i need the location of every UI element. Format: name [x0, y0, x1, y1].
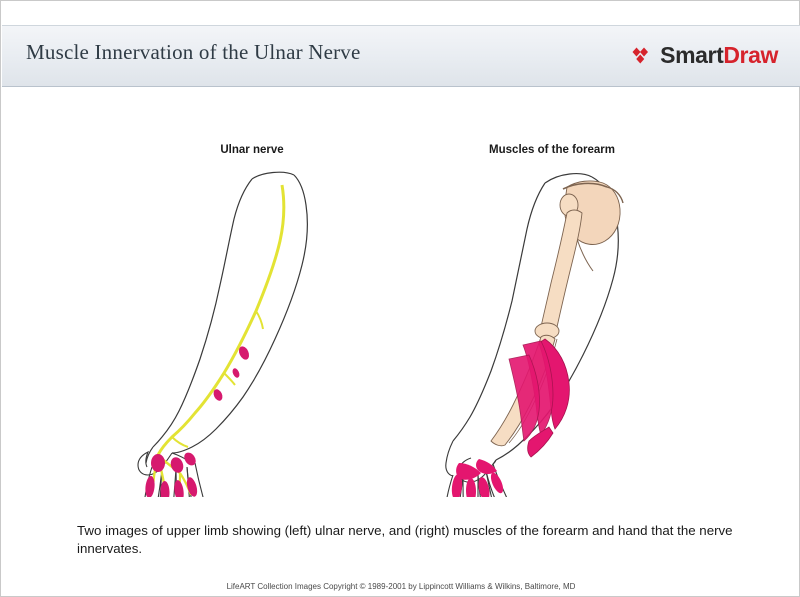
forearm-muscles-illustration: [417, 167, 687, 497]
logo-text-smart: Smart: [660, 42, 724, 68]
page-title: Muscle Innervation of the Ulnar Nerve: [26, 40, 361, 64]
logo-text: [660, 42, 778, 69]
logo-text-draw: Draw: [723, 42, 778, 68]
ulnar-nerve-illustration: [132, 167, 382, 497]
copyright-notice: LifeART Collection Images Copyright © 1989-2001 by Lippincott Williams & Wilkins, Baltimore, MD: [226, 582, 576, 591]
left-figure-caption: Ulnar nerve: [220, 144, 284, 156]
header-bar: [2, 25, 800, 87]
right-figure-caption: Muscles of the forearm: [489, 144, 615, 156]
smartdraw-diamond-icon: [631, 45, 653, 67]
figure-description: Two images of upper limb showing (left) ulnar nerve, and (right) muscles of the forearm and hand that the nerve innervates.: [77, 523, 733, 556]
smartdraw-logo: [631, 42, 778, 69]
figure-area: [2, 89, 800, 509]
